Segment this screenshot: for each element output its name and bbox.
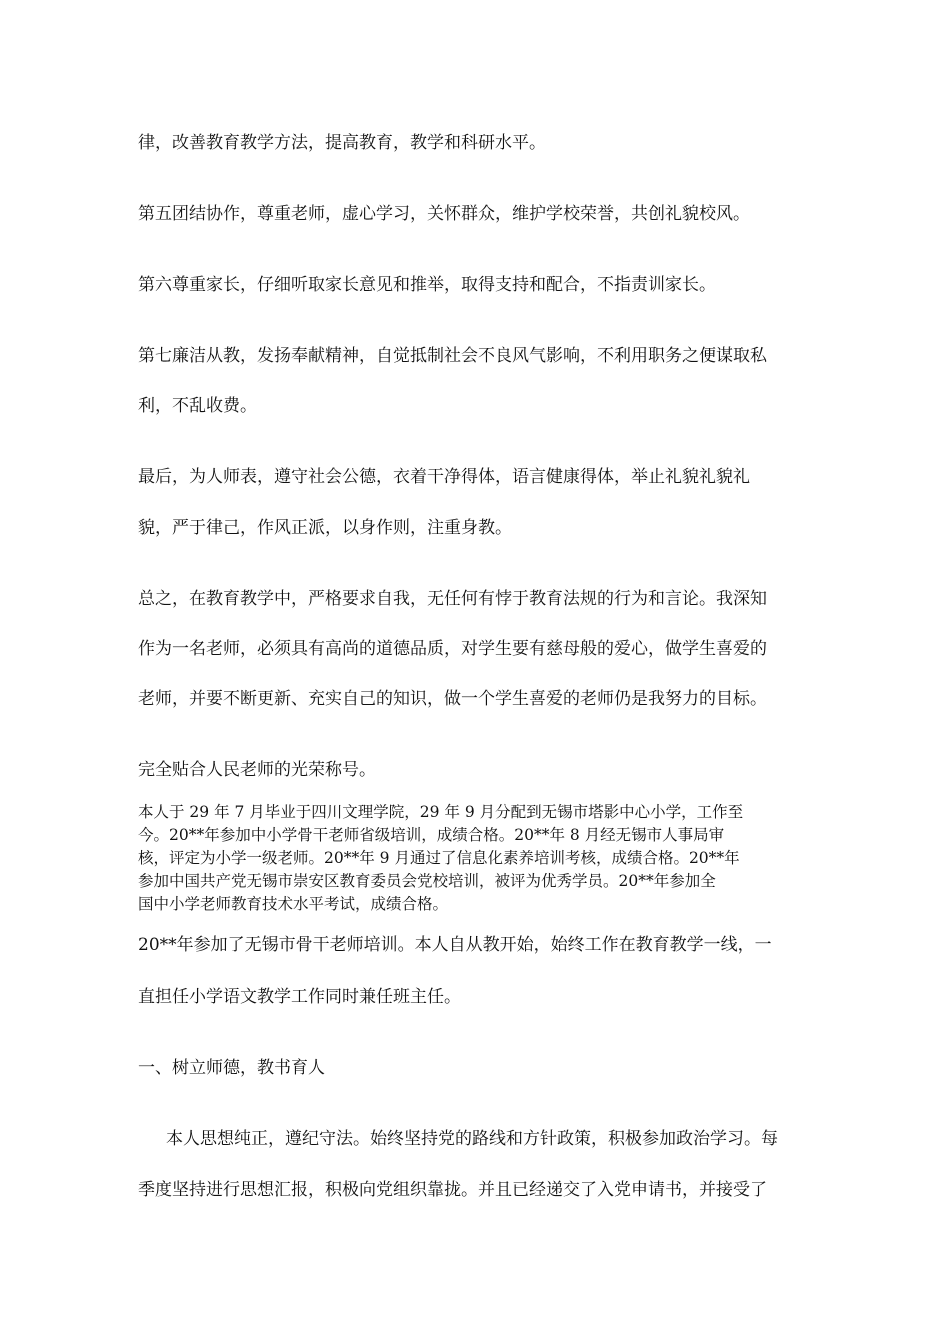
text-line: 总之，在教育教学中，严格要求自我，无任何有悖于教育法规的行为和言论。我深知 [138, 589, 767, 609]
section-heading: 一、树立师德，教书育人 [138, 1058, 325, 1078]
text-line: 完全贴合人民老师的光荣称号。 [138, 760, 376, 780]
text-line: 20**年参加了无锡市骨干老师培训。本人自从教开始，始终工作在教育教学一线，一 [138, 935, 772, 955]
text-line: 第六尊重家长，仔细听取家长意见和推举，取得支持和配合，不指责训家长。 [138, 275, 716, 295]
text-line: 老师，并要不断更新、充实自己的知识，做一个学生喜爱的老师仍是我努力的目标。 [138, 689, 767, 709]
text-line: 第七廉洁从教，发扬奉献精神，自觉抵制社会不良风气影响，不利用职务之便谋取私 [138, 346, 767, 366]
text-line: 律，改善教育教学方法，提高教育，教学和科研水平。 [138, 133, 546, 153]
text-line: 貌，严于律己，作风正派，以身作则，注重身教。 [138, 518, 512, 538]
dense-paragraph [138, 801, 828, 916]
text-line: 利，不乱收费。 [138, 396, 257, 416]
text-line: 本人思想纯正，遵纪守法。始终坚持党的路线和方针政策，积极参加政治学习。每 [166, 1129, 778, 1149]
text-line: 直担任小学语文教学工作同时兼任班主任。 [138, 987, 461, 1007]
text-line: 参加中国共产党无锡市崇安区教育委员会党校培训，被评为优秀学员。20**年参加全 [138, 872, 716, 890]
text-line: 最后，为人师表，遵守社会公德，衣着干净得体，语言健康得体，举止礼貌礼貌礼 [138, 467, 750, 487]
text-line: 核，评定为小学一级老师。20**年 9 月通过了信息化素养培训考核，成绩合格。20**年 [138, 849, 740, 867]
text-line: 作为一名老师，必须具有高尚的道德品质，对学生要有慈母般的爱心，做学生喜爱的 [138, 639, 767, 659]
text-line: 本人于 29 年 7 月毕业于四川文理学院，29 年 9 月分配到无锡市塔影中心小学，工作至 [138, 803, 744, 821]
text-line: 国中小学老师教育技术水平考试，成绩合格。 [138, 895, 449, 913]
text-line: 今。20**年参加中小学骨干老师省级培训，成绩合格。20**年 8 月经无锡市人事局审 [138, 826, 725, 844]
text-line: 第五团结协作，尊重老师，虚心学习，关怀群众，维护学校荣誉，共创礼貌校风。 [138, 204, 750, 224]
text-line: 季度坚持进行思想汇报，积极向党组织靠拢。并且已经递交了入党申请书，并接受了 [138, 1180, 767, 1200]
